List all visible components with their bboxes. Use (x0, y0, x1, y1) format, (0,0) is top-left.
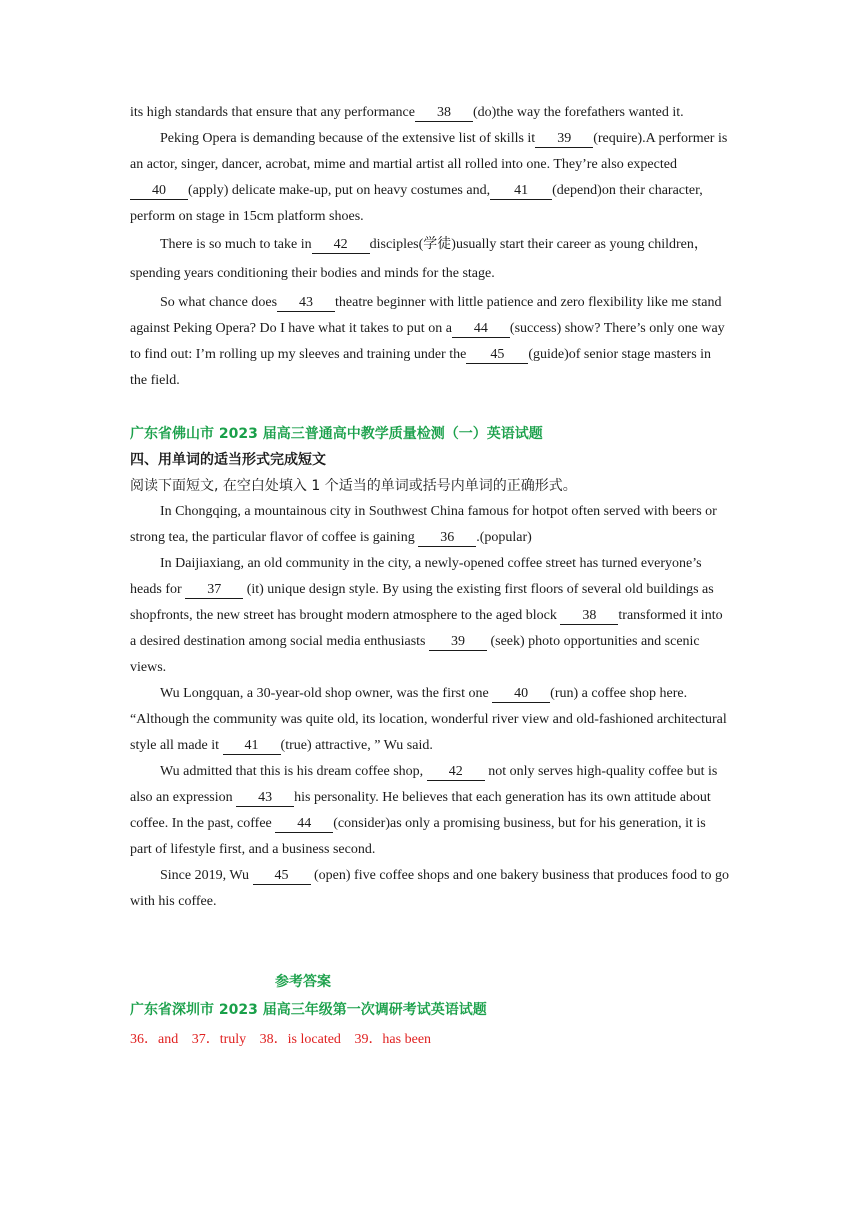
text: Since 2019, Wu (160, 868, 250, 883)
text: So what chance does (160, 295, 278, 310)
answer-38: 38．is located (259, 1032, 341, 1047)
answer-37: 37．truly (191, 1032, 247, 1047)
text: (require).A performer is an actor, singer, dancer, acrobat, mime and martial artist all rolled into one. They’re also expected (130, 131, 728, 172)
blank-42: 42 (427, 764, 485, 781)
blank-41: 41 (490, 183, 552, 200)
blank-43: 43 (236, 790, 294, 807)
text: Wu admitted that this is his dream coffee shop, (160, 764, 424, 779)
passage1-paragraph-2 (130, 126, 730, 230)
text: (consider)as only a promising business, but for his generation, it is part of lifestyle first, and a business second. (130, 816, 706, 857)
blank-40: 40 (492, 686, 550, 703)
text: In Chongqing, a mountainous city in Southwest China famous for hotpot often served with beers or strong tea, the particular flavor of coffee is gaining (130, 504, 717, 545)
passage1-paragraph-4 (130, 290, 730, 394)
blank-45: 45 (466, 347, 528, 364)
blank-38: 38 (415, 105, 473, 122)
blank-40: 40 (130, 183, 188, 200)
section-title-foshan: 广东省佛山市 2023 届高三普通高中教学质量检测（一）英语试题 (130, 426, 543, 442)
blank-39: 39 (535, 131, 593, 148)
passage2-paragraph-3 (130, 681, 730, 759)
passage1-paragraph-1 (130, 100, 730, 126)
text: (seek) photo opportunities and scenic views. (130, 634, 700, 675)
answer-36: 36．and (130, 1032, 179, 1047)
blank-44: 44 (275, 816, 333, 833)
blank-37: 37 (185, 582, 243, 599)
answers-title: 参考答案 (275, 974, 331, 990)
text: Peking Opera is demanding because of the extensive list of skills it (160, 131, 536, 146)
blank-41: 41 (223, 738, 281, 755)
text: theatre beginner with little patience and zero flexibility like me stand against Peking Opera? Do I have what it takes to put on a (130, 295, 722, 336)
blank-42: 42 (312, 237, 370, 254)
text: not only serves high-quality coffee but is also an expression (130, 764, 718, 805)
text: (it) unique design style. By using the existing first floors of several old buildings as shopfronts, the new street has brought modern atmosphere to the aged block (130, 582, 714, 623)
blank-45: 45 (253, 868, 311, 885)
text: disciples(学徒)usually start their career as young children，spending years conditioning their bodies and minds for the stage. (130, 237, 708, 281)
text: .(popular) (476, 530, 532, 545)
text: (success) show? There’s only one way to find out: I’m rolling up my sleeves and training under the (130, 321, 725, 362)
passage2-paragraph-1 (130, 499, 730, 551)
text: (do)the way the forefathers wanted it. (472, 105, 684, 120)
document-page (130, 100, 730, 1053)
text: (guide)of senior stage masters in the field. (130, 347, 712, 388)
answers-list (130, 1027, 730, 1053)
blank-39: 39 (429, 634, 487, 651)
text: (depend)on their character, perform on stage in 15cm platform shoes. (130, 183, 703, 224)
answers-subtitle-shenzhen: 广东省深圳市 2023 届高三年级第一次调研考试英语试题 (130, 1002, 487, 1018)
text: his personality. He believes that each generation has its own attitude about coffee. In the past, coffee (130, 790, 711, 831)
passage2-paragraph-4 (130, 759, 730, 863)
text: There is so much to take in (160, 237, 312, 252)
text: (run) a coffee shop here. “Although the community was quite old, its location, wonderful river view and old-fashioned architectural style all made it (130, 686, 727, 753)
blank-38: 38 (560, 608, 618, 625)
section-instruction: 阅读下面短文, 在空白处填入 1 个适当的单词或括号内单词的正确形式。 (130, 478, 577, 494)
text: Wu Longquan, a 30-year-old shop owner, was the first one (160, 686, 489, 701)
blank-44: 44 (452, 321, 510, 338)
text: (apply) delicate make-up, put on heavy costumes and, (188, 183, 491, 198)
passage1-paragraph-3 (130, 230, 730, 288)
passage2-paragraph-5 (130, 863, 730, 915)
passage2-paragraph-2 (130, 551, 730, 681)
text: transformed it into a desired destination among social media enthusiasts (130, 608, 723, 649)
section-heading: 四、用单词的适当形式完成短文 (130, 452, 326, 468)
text: (true) attractive, ” Wu said. (280, 738, 433, 753)
text: its high standards that ensure that any performance (130, 105, 415, 120)
blank-43: 43 (277, 295, 335, 312)
blank-36: 36 (418, 530, 476, 547)
answer-39: 39．has been (354, 1032, 432, 1047)
text: (open) five coffee shops and one bakery business that produces food to go with his coffee. (130, 868, 729, 909)
text: In Daijiaxiang, an old community in the city, a newly-opened coffee street has turned everyone’s heads for (130, 556, 702, 597)
